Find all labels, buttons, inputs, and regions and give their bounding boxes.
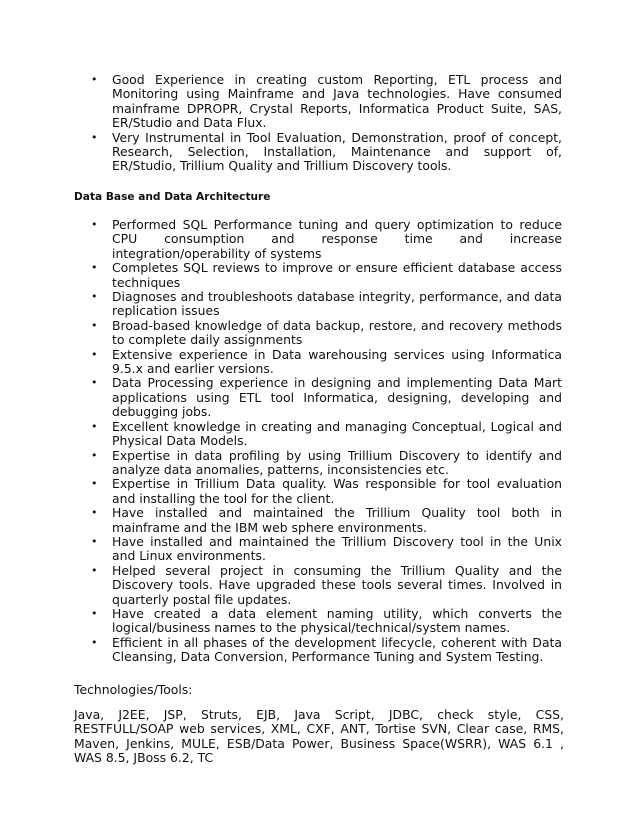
- list-item: [0, 477, 562, 506]
- list-item-text: Diagnoses and troubleshoots database integrity, performance, and data replication issues: [112, 289, 562, 319]
- list-item: [0, 218, 562, 261]
- list-item-text: Broad-based knowledge of data backup, restore, and recovery methods to complete daily assignments: [112, 317, 562, 348]
- list-item: [0, 131, 562, 174]
- list-item: [0, 290, 562, 319]
- intro-bullet-list: [0, 73, 638, 174]
- bullet-icon: •: [91, 218, 98, 231]
- bullet-icon: •: [91, 419, 98, 433]
- list-item-text: Good Experience in creating custom Reporting, ETL process and Monitoring using Mainframe and Java technologies. Have consumed mainframe DPROPR, Crystal Reports, Informatica Product Suite, SAS, ER/Studio and Data Flux.: [112, 72, 562, 131]
- list-item-text: Expertise in data profiling by using Trillium Discovery to identify and analyze data anomalies, patterns, inconsistencies etc.: [112, 447, 562, 477]
- bullet-icon: •: [91, 73, 98, 86]
- list-item: [0, 506, 562, 535]
- list-item-text: Expertise in Trillium Data quality. Was responsible for tool evaluation and installing the tool for the client.: [112, 476, 562, 506]
- list-item: [0, 636, 562, 665]
- bullet-icon: •: [91, 290, 98, 304]
- list-item: [0, 348, 562, 377]
- list-item-text: Performed SQL Performance tuning and query optimization to reduce CPU consumption and response time and increase integration/operability of systems: [112, 217, 562, 261]
- bullet-icon: •: [91, 563, 98, 577]
- bullet-icon: •: [91, 130, 98, 144]
- list-item-text: Have created a data element naming utility, which converts the logical/business names to the physical/technical/system names.: [112, 605, 562, 636]
- section-heading: Data Base and Data Architecture: [74, 191, 271, 203]
- list-item-text: Completes SQL reviews to improve or ensure efficient database access techniques: [112, 260, 562, 290]
- bullet-icon: •: [91, 448, 98, 462]
- list-item-text: Have installed and maintained the Trillium Quality tool both in mainframe and the IBM web sphere environments.: [112, 505, 562, 535]
- list-item-text: Helped several project in consuming the Trillium Quality and the Discovery tools. Have upgraded these tools several times. Involved in quarterly postal file updates.: [112, 562, 562, 607]
- list-item-text: Extensive experience in Data warehousing services using Informatica 9.5.x and earlier versions.: [112, 346, 562, 377]
- list-item: [0, 261, 562, 290]
- list-item-text: Have installed and maintained the Trillium Discovery tool in the Unix and Linux environments.: [112, 533, 562, 564]
- bullet-icon: •: [91, 606, 98, 620]
- bullet-icon: •: [91, 347, 98, 361]
- technologies-text: Java, J2EE, JSP, Struts, EJB, Java Script, JDBC, check style, CSS, RESTFULL/SOAP web services, XML, CXF, ANT, Tortise SVN, Clear case, RMS, Maven, Jenkins, MULE, ESB/Data Power, Business Space(WSRR), WAS 6.1 , WAS 8.5, JBoss 6.2, TC: [74, 707, 564, 766]
- list-item: [0, 449, 562, 478]
- bullet-icon: •: [91, 534, 98, 548]
- list-item: [0, 420, 562, 449]
- list-item: [0, 564, 562, 607]
- list-item: [0, 319, 562, 348]
- list-item: [0, 73, 562, 131]
- technologies-label: Technologies/Tools:: [74, 682, 193, 697]
- list-item-text: Efficient in all phases of the development lifecycle, coherent with Data Cleansing, Data Conversion, Performance Tuning and System Testing.: [112, 634, 562, 665]
- list-item-text: Very Instrumental in Tool Evaluation, Demonstration, proof of concept, Research, Selection, Installation, Maintenance and support of, ER/Studio, Trillium Quality and Trillium Discovery tools.: [112, 129, 562, 174]
- list-item-text: Excellent knowledge in creating and managing Conceptual, Logical and Physical Data Models.: [112, 418, 562, 449]
- list-item-text: Data Processing experience in designing and implementing Data Mart applications using ETL tool Informatica, designing, developing and debugging jobs.: [112, 375, 562, 420]
- bullet-icon: •: [91, 506, 98, 520]
- list-item: [0, 376, 562, 419]
- bullet-icon: •: [91, 376, 98, 390]
- bullet-icon: •: [91, 318, 98, 332]
- list-item: [0, 535, 562, 564]
- bullet-icon: •: [91, 261, 98, 275]
- bullet-icon: •: [91, 635, 98, 649]
- database-bullet-list: [0, 218, 638, 665]
- list-item: [0, 607, 562, 636]
- bullet-icon: •: [91, 477, 98, 491]
